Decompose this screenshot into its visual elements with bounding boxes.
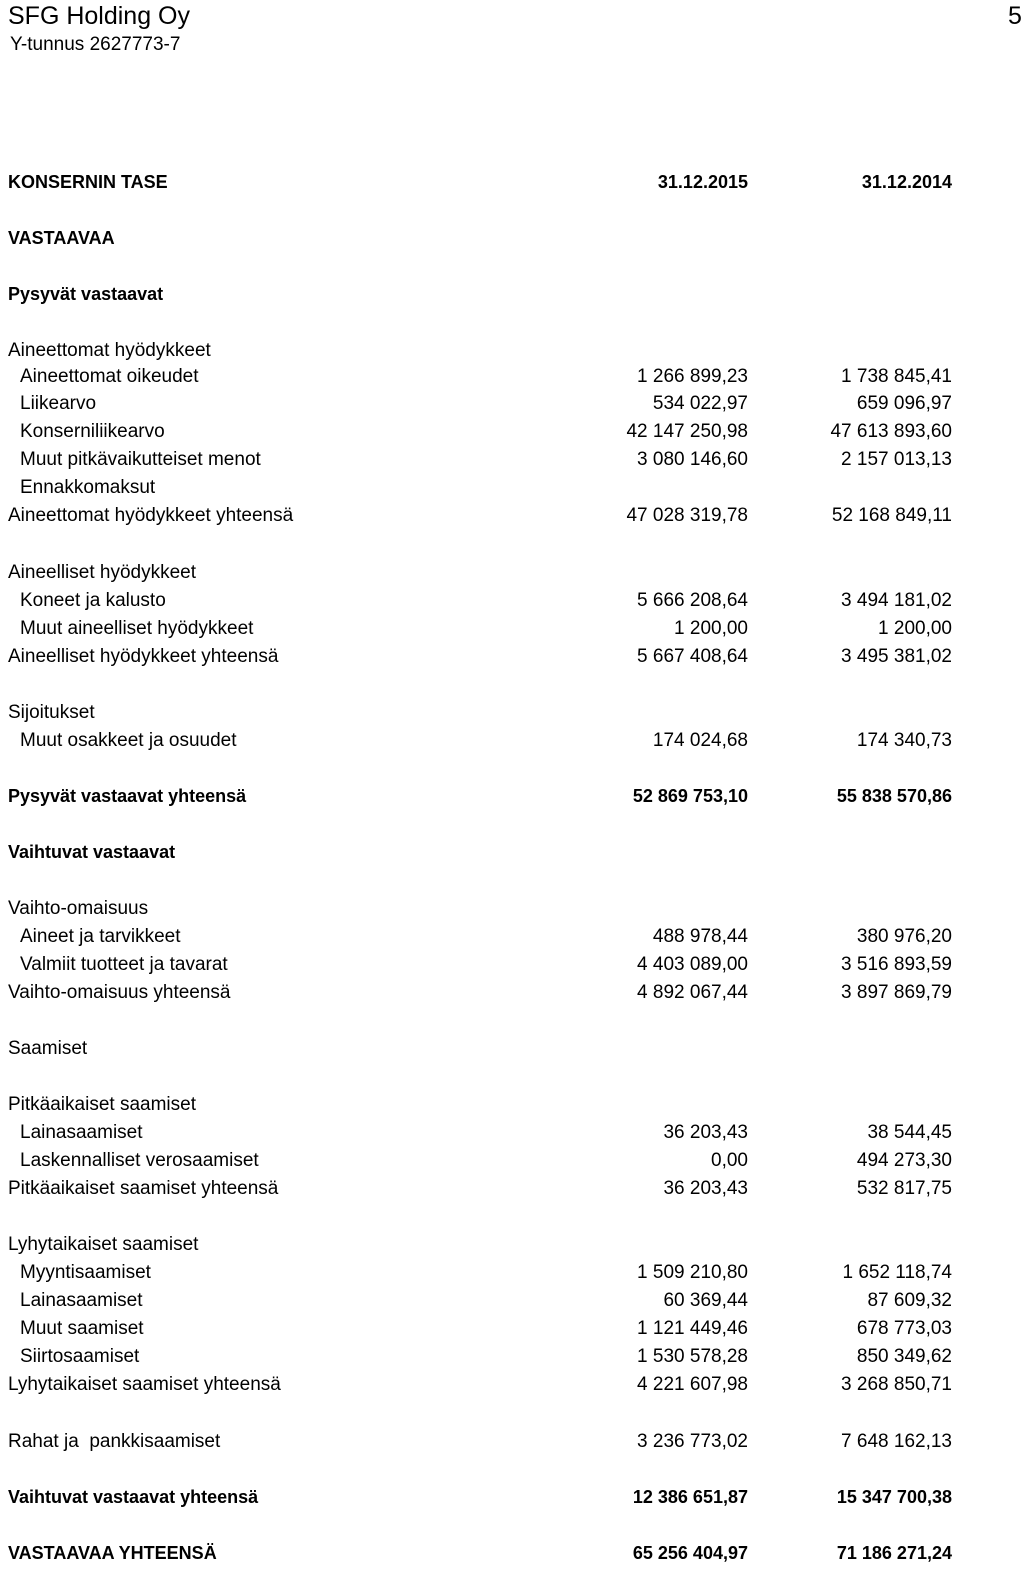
row-label: Pysyvät vastaavat yhteensä [8,786,247,806]
row-label: Vaihtuvat vastaavat yhteensä [8,1487,259,1507]
value-2015: 36 203,43 [663,1178,748,1199]
group-heading [0,1038,1024,1066]
value-2014: 532 817,75 [856,1178,952,1199]
value-2014: 678 773,03 [856,1318,952,1339]
group-heading [0,340,1024,368]
value-2014: 3 268 850,71 [841,1374,952,1395]
value-2014: 659 096,97 [856,393,952,414]
row-label: Muut osakkeet ja osuudet [20,730,237,751]
company-name: SFG Holding Oy [8,2,191,30]
section-heading [0,284,1024,312]
group-heading [0,562,1024,590]
row-label: Vaihtuvat vastaavat [8,842,176,862]
row-label: Koneet ja kalusto [20,590,166,611]
value-2015: 42 147 250,98 [626,421,748,442]
row-label: Aineettomat oikeudet [20,366,199,387]
row-label: Muut saamiset [20,1318,144,1339]
row-label: Sijoitukset [8,702,95,723]
row-label: Liikearvo [20,393,97,414]
row-label: Konserniliikearvo [20,421,165,442]
line-item [0,1290,1024,1318]
line-item [0,1346,1024,1374]
column-header-2015: 31.12.2015 [657,172,748,192]
value-2015: 1 266 899,23 [637,366,748,387]
value-2015: 1 200,00 [674,618,748,639]
value-2015: 60 369,44 [663,1290,748,1311]
line-item [0,393,1024,421]
value-2014: 52 168 849,11 [831,505,952,526]
value-2014: 2 157 013,13 [841,449,952,470]
row-label: Muut aineelliset hyödykkeet [20,618,254,639]
balance-sheet-title-row [0,172,1024,200]
value-2014: 494 273,30 [856,1150,952,1171]
value-2015: 488 978,44 [652,926,748,947]
row-label: Vaihto-omaisuus [8,898,149,919]
subtotal-row [0,646,1024,674]
line-item [0,1150,1024,1178]
value-2015: 12 386 651,87 [632,1487,748,1507]
value-2015: 0,00 [711,1150,748,1171]
column-header-2014: 31.12.2014 [861,172,952,192]
value-2015: 47 028 319,78 [626,505,748,526]
row-label: Aineettomat hyödykkeet [8,340,211,361]
value-2014: 1 200,00 [878,618,952,639]
value-2014: 1 652 118,74 [842,1262,952,1283]
section-heading [0,842,1024,870]
value-2015: 3 080 146,60 [637,449,748,470]
value-2014: 38 544,45 [867,1122,952,1143]
balance-sheet-title: KONSERNIN TASE [8,172,168,192]
value-2014: 47 613 893,60 [830,421,952,442]
value-2014: 7 648 162,13 [841,1431,952,1452]
value-2014: 87 609,32 [867,1290,952,1311]
row-label: Pysyvät vastaavat [8,284,164,304]
row-label: Valmiit tuotteet ja tavarat [20,954,228,975]
value-2015: 52 869 753,10 [632,786,748,806]
row-label: Aineet ja tarvikkeet [20,926,181,947]
value-2015: 1 530 578,28 [637,1346,748,1367]
row-label: Aineelliset hyödykkeet [8,562,196,583]
business-id: Y-tunnus 2627773-7 [10,34,181,55]
line-item [0,421,1024,449]
row-label: Ennakkomaksut [20,477,156,498]
value-2015: 36 203,43 [663,1122,748,1143]
subtotal-row [0,1374,1024,1402]
line-item [0,954,1024,982]
row-label: Saamiset [8,1038,88,1059]
row-label: Lyhytaikaiset saamiset [8,1234,199,1255]
value-2014: 71 186 271,24 [836,1543,952,1563]
value-2015: 1 121 449,46 [637,1318,748,1339]
row-label: VASTAAVAA YHTEENSÄ [8,1543,217,1563]
row-label: Pitkäaikaiset saamiset [8,1094,196,1115]
line-item [0,449,1024,477]
value-2015: 5 667 408,64 [637,646,748,667]
subtotal-row [0,505,1024,533]
row-label: Myyntisaamiset [20,1262,151,1283]
value-2014: 15 347 700,38 [836,1487,952,1507]
grand-total-row [0,1543,1024,1571]
value-2015: 5 666 208,64 [637,590,748,611]
total-row [0,1487,1024,1515]
line-item [0,1431,1024,1459]
row-label: Vaihto-omaisuus yhteensä [8,982,231,1003]
row-label: Muut pitkävaikutteiset menot [20,449,261,470]
row-label: Rahat ja pankkisaamiset [8,1431,221,1452]
subtotal-row [0,982,1024,1010]
value-2014: 3 897 869,79 [841,982,952,1003]
row-label: Lyhytaikaiset saamiset yhteensä [8,1374,281,1395]
row-label: Aineelliset hyödykkeet yhteensä [8,646,279,667]
line-item [0,477,1024,505]
line-item [0,926,1024,954]
row-label: Laskennalliset verosaamiset [20,1150,259,1171]
value-2014: 3 516 893,59 [841,954,952,975]
value-2014: 380 976,20 [856,926,952,947]
row-label: Aineettomat hyödykkeet yhteensä [8,505,294,526]
value-2014: 55 838 570,86 [836,786,952,806]
value-2015: 174 024,68 [652,730,748,751]
value-2014: 850 349,62 [856,1346,952,1367]
row-label: Lainasaamiset [20,1122,143,1143]
group-heading [0,1094,1024,1122]
line-item [0,366,1024,394]
line-item [0,618,1024,646]
group-heading [0,702,1024,730]
value-2014: 3 494 181,02 [841,590,952,611]
line-item [0,1122,1024,1150]
value-2015: 3 236 773,02 [637,1431,748,1452]
row-label: VASTAAVAA [8,228,115,248]
value-2015: 534 022,97 [652,393,748,414]
value-2014: 174 340,73 [856,730,952,751]
value-2014: 3 495 381,02 [841,646,952,667]
line-item [0,730,1024,758]
value-2015: 4 403 089,00 [637,954,748,975]
row-label: Lainasaamiset [20,1290,143,1311]
value-2014: 1 738 845,41 [841,366,952,387]
value-2015: 1 509 210,80 [637,1262,748,1283]
total-row [0,786,1024,814]
subtotal-row [0,1178,1024,1206]
row-label: Pitkäaikaiset saamiset yhteensä [8,1178,279,1199]
line-item [0,590,1024,618]
page-number: 5 [1008,2,1022,30]
group-heading [0,1234,1024,1262]
row-label: Siirtosaamiset [20,1346,140,1367]
section-heading [0,228,1024,256]
group-heading [0,898,1024,926]
line-item [0,1262,1024,1290]
line-item [0,1318,1024,1346]
value-2015: 4 892 067,44 [637,982,748,1003]
value-2015: 65 256 404,97 [632,1543,748,1563]
value-2015: 4 221 607,98 [637,1374,748,1395]
